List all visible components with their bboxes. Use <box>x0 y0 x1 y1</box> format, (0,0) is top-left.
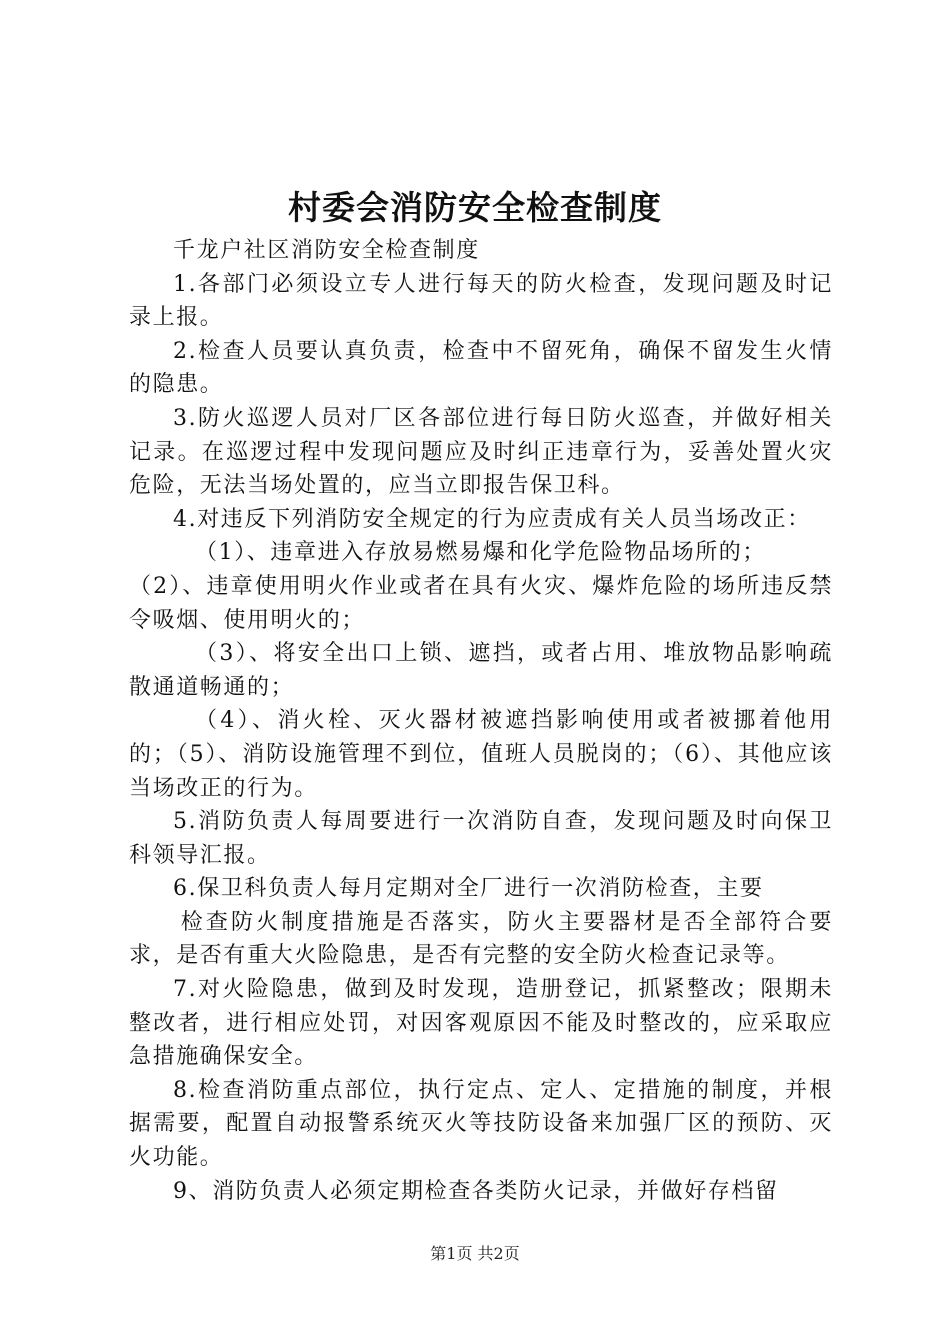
page-number-footer: 第1页 共2页 <box>430 1244 520 1263</box>
rule-4-item-1: （1）、违章进入存放易燃易爆和化学危险物品场所的； <box>195 540 766 566</box>
document-body <box>129 234 833 1208</box>
rule-4-item-4-6: （4）、消火栓、灭火器材被遮挡影响使用或者被挪着他用的；（5）、消防设施管理不到位，值班人员脱岗的；（6）、其他应该当场改正的行为。 <box>129 708 833 801</box>
rule-5-paragraph: 5.消防负责人每周要进行一次消防自查，发现问题及时向保卫科领导汇报。 <box>129 809 833 868</box>
rule-1-paragraph: 1.各部门必须设立专人进行每天的防火检查，发现问题及时记录上报。 <box>129 271 833 331</box>
rule-6-continuation: 检查防火制度措施是否落实，防火主要器材是否全部符合要求，是否有重大火险隐患，是否有完整的安全防火检查记录等。 <box>129 909 833 969</box>
document-title: 村委会消防安全检查制度 <box>288 188 662 227</box>
rule-2-paragraph: 2.检查人员要认真负责，检查中不留死角，确保不留发生火情的隐患。 <box>129 338 833 398</box>
rule-9-paragraph: 9、消防负责人必须定期检查各类防火记录，并做好存档留 <box>173 1178 779 1204</box>
rule-4-item-3: （3）、将安全出口上锁、遮挡，或者占用、堆放物品影响疏散通道畅通的； <box>129 641 833 700</box>
rule-6-paragraph: 6.保卫科负责人每月定期对全厂进行一次消防检查，主要 <box>173 876 764 902</box>
rule-4-item-2: （2）、违章使用明火作业或者在具有火灾、爆炸危险的场所违反禁令吸烟、使用明火的； <box>129 573 833 633</box>
rule-7-paragraph: 7.对火险隐患，做到及时发现，造册登记，抓紧整改；限期未整改者，进行相应处罚，对因客观原因不能及时整改的，应采取应急措施确保安全。 <box>129 977 833 1070</box>
rule-8-paragraph: 8.检查消防重点部位，执行定点、定人、定措施的制度，并根据需要，配置自动报警系统灭火等技防设备来加强厂区的预防、灭火功能。 <box>129 1077 833 1171</box>
rule-4-paragraph: 4.对违反下列消防安全规定的行为应责成有关人员当场改正： <box>173 506 811 532</box>
subtitle-paragraph: 千龙户社区消防安全检查制度 <box>173 238 480 263</box>
rule-3-paragraph: 3.防火巡逻人员对厂区各部位进行每日防火巡查，并做好相关记录。在巡逻过程中发现问题应及时纠正违章行为，妥善处置火灾危险，无法当场处置的，应当立即报告保卫科。 <box>129 405 833 499</box>
